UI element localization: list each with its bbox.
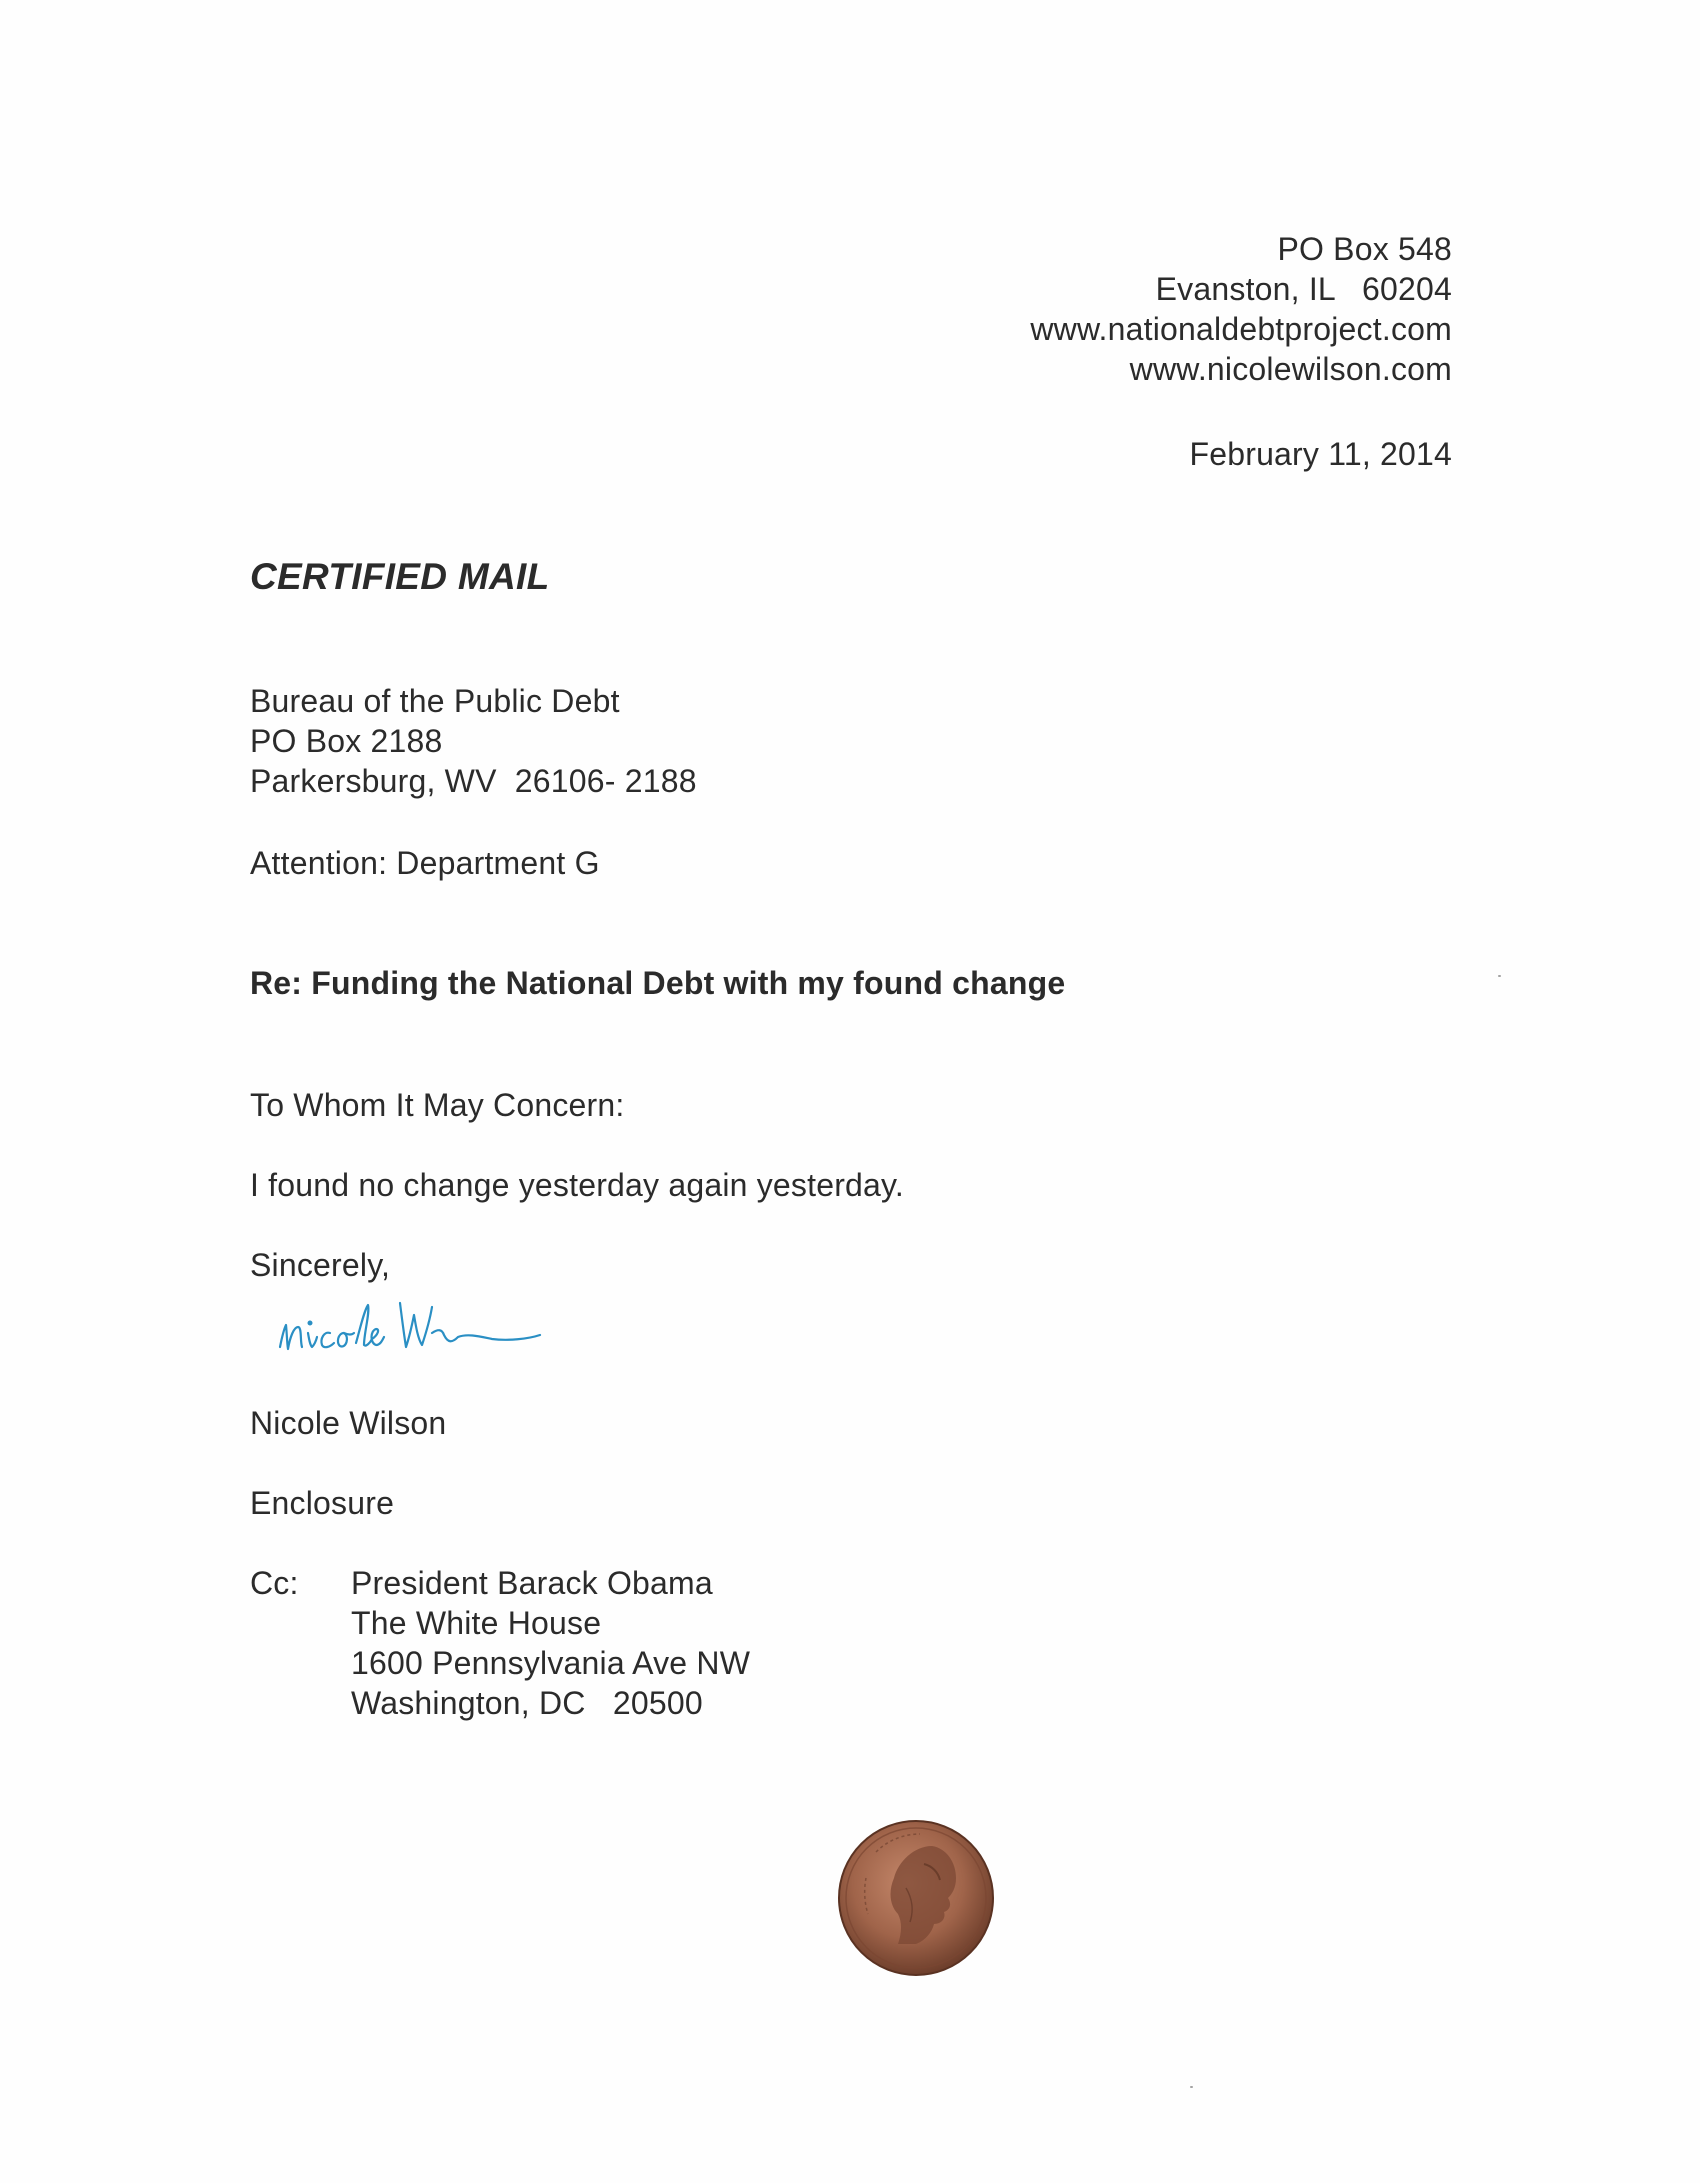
- scan-speck: [1190, 2086, 1193, 2088]
- cc-address: [351, 1563, 750, 1723]
- salutation: To Whom It May Concern:: [250, 1087, 625, 1123]
- return-address-line: www.nicolewilson.com: [1129, 351, 1452, 387]
- scan-speck: [1498, 975, 1501, 977]
- penny-coin-icon: [836, 1818, 996, 1978]
- signer-name: Nicole Wilson: [250, 1405, 447, 1441]
- return-address-line: www.nationaldebtproject.com: [1030, 311, 1452, 347]
- certified-mail-heading: CERTIFIED MAIL: [250, 556, 550, 597]
- cc-line: Washington, DC 20500: [351, 1685, 703, 1721]
- cc-line: The White House: [351, 1605, 602, 1641]
- attention-line: Attention: Department G: [250, 845, 600, 881]
- cc-line: President Barack Obama: [351, 1565, 713, 1601]
- subject-line: Re: Funding the National Debt with my found change: [250, 965, 1066, 1001]
- letter-body: I found no change yesterday again yesterday.: [250, 1167, 904, 1203]
- return-address: [752, 229, 1452, 389]
- recipient-address: [250, 681, 697, 801]
- return-address-line: Evanston, IL 60204: [1155, 271, 1452, 307]
- return-address-line: PO Box 548: [1277, 231, 1452, 267]
- recipient-line: Bureau of the Public Debt: [250, 683, 620, 719]
- closing: Sincerely,: [250, 1247, 391, 1283]
- recipient-line: Parkersburg, WV 26106- 2188: [250, 763, 697, 799]
- recipient-line: PO Box 2188: [250, 723, 443, 759]
- letter-date: February 11, 2014: [1189, 436, 1452, 472]
- cc-line: 1600 Pennsylvania Ave NW: [351, 1645, 751, 1681]
- handwritten-signature: [272, 1285, 592, 1365]
- cc-label: Cc:: [250, 1565, 299, 1601]
- enclosure-note: Enclosure: [250, 1485, 395, 1521]
